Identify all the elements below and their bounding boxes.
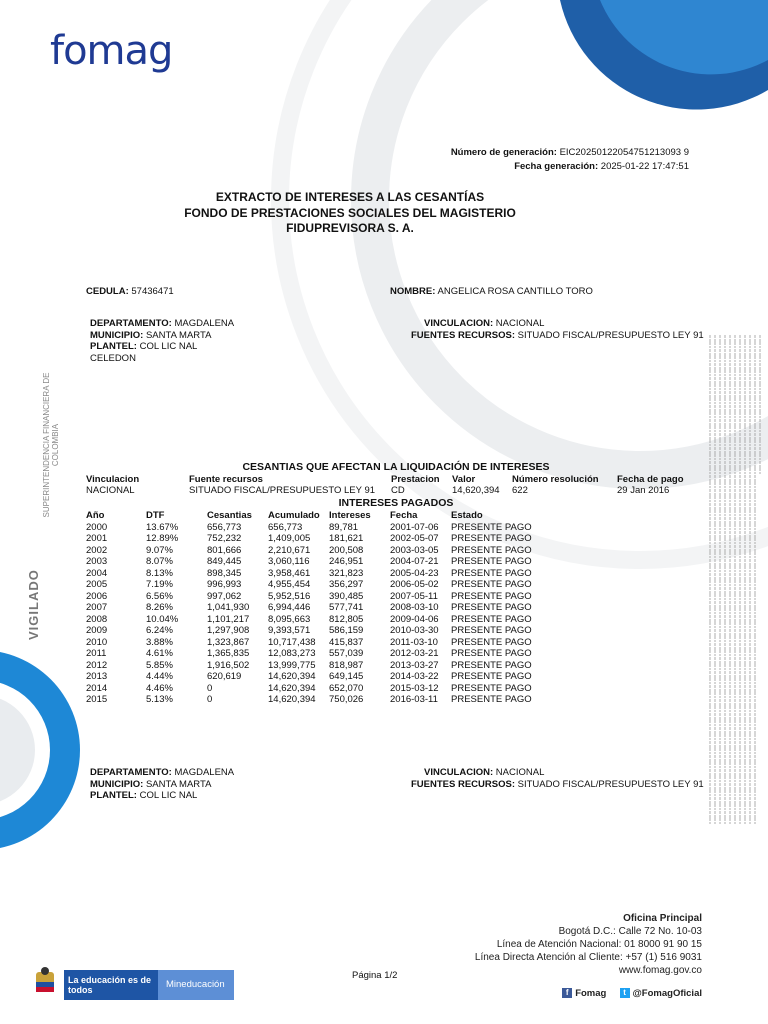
intereses-cell: 2009 <box>86 625 108 636</box>
intereses-cell: 4.61% <box>146 648 173 659</box>
intereses-cell: PRESENTE PAGO <box>451 659 532 671</box>
intereses-cell: PRESENTE PAGO <box>451 648 532 659</box>
intereses-cell: 5.85% <box>146 659 173 671</box>
intereses-cell: 8.07% <box>146 556 173 567</box>
intereses-cell: 557,039 <box>329 648 364 659</box>
numero-generacion-label: Número de generación: <box>450 147 557 158</box>
intereses-cell: 200,508 <box>329 544 364 556</box>
cedula-value: 57436471 <box>131 286 174 297</box>
intereses-cell: 620,619 <box>207 671 242 682</box>
intereses-cell: 0 <box>207 694 213 705</box>
superintendencia-mark: SUPERINTENDENCIA FINANCIERA DE COLOMBIA <box>42 372 60 518</box>
intereses-row <box>86 556 532 568</box>
departamento-label: DEPARTAMENTO: <box>90 767 172 778</box>
intereses-cell: 390,485 <box>329 590 364 602</box>
intereses-cell: 2015-03-12 <box>390 682 439 694</box>
intereses-cell: 996,993 <box>207 579 242 590</box>
intereses-cell: 652,070 <box>329 682 364 694</box>
plantel-value: COL LIC NAL <box>139 790 198 801</box>
facebook-link[interactable]: Fomag <box>575 988 607 999</box>
intereses-cell: 3.88% <box>146 636 173 648</box>
intereses-cell: PRESENTE PAGO <box>451 694 532 705</box>
intereses-cell: 2013 <box>86 671 108 682</box>
intereses-row <box>86 671 532 683</box>
cedula-label: CEDULA: <box>86 286 129 297</box>
oficina-direccion: Bogotá D.C.: Calle 72 No. 10-03 <box>558 926 702 937</box>
intereses-cell: 2010 <box>86 636 108 648</box>
intereses-cell: 2002-05-07 <box>390 533 439 544</box>
vinculacion-value: NACIONAL <box>495 318 545 329</box>
intereses-cell: 9,393,571 <box>268 625 311 636</box>
col-dtf: DTF <box>146 510 165 521</box>
info-block-2-right-fuentes <box>411 779 704 791</box>
col-fecha-pago: Fecha de pago <box>617 474 684 485</box>
info-block-1-right-fuentes <box>411 330 704 342</box>
cesantias-header-row <box>86 474 684 485</box>
intereses-body <box>86 522 532 706</box>
cesantias-table <box>86 474 684 496</box>
intereses-cell: PRESENTE PAGO <box>451 556 532 567</box>
municipio-label: MUNICIPIO: <box>90 329 144 341</box>
generation-info <box>451 146 689 174</box>
social-links <box>562 988 702 999</box>
cell: CD <box>391 485 405 496</box>
intereses-cell: 2009-04-06 <box>390 613 439 625</box>
intereses-cell: 6.56% <box>146 590 173 602</box>
intereses-cell: 2014 <box>86 682 108 694</box>
intereses-cell: 4.46% <box>146 682 173 694</box>
intereses-cell: PRESENTE PAGO <box>451 682 532 694</box>
intereses-cell: 14,620,394 <box>268 682 316 694</box>
intereses-cell: 2006 <box>86 590 108 602</box>
info-block-2-left <box>90 767 234 802</box>
col-vinculacion: Vinculacion <box>86 474 140 485</box>
intereses-cell: 8,095,663 <box>268 613 311 625</box>
intereses-cell: 2005-04-23 <box>390 567 439 579</box>
cell: SITUADO FISCAL/PRESUPUESTO LEY 91 <box>189 485 376 496</box>
intereses-cell: 12,083,273 <box>268 648 316 659</box>
intereses-cell: PRESENTE PAGO <box>451 533 532 544</box>
col-acumulado: Acumulado <box>268 510 320 521</box>
intereses-cell: 1,916,502 <box>207 659 250 671</box>
intereses-cell: 14,620,394 <box>268 694 316 705</box>
intereses-cell: 2016-03-11 <box>390 694 438 705</box>
intereses-cell: 13.67% <box>146 521 179 533</box>
footer-office <box>475 912 702 977</box>
intereses-cell: 656,773 <box>207 521 242 533</box>
fecha-generacion-value: 2025-01-22 17:47:51 <box>600 161 689 172</box>
col-estado: Estado <box>451 510 483 521</box>
intereses-cell: 2005 <box>86 579 108 590</box>
intereses-row <box>86 579 532 591</box>
intereses-cell: 7.19% <box>146 579 173 590</box>
intereses-cell: 656,773 <box>268 521 303 533</box>
intereses-cell: PRESENTE PAGO <box>451 636 532 648</box>
facebook-icon: f <box>562 988 572 998</box>
intereses-cell: 2013-03-27 <box>390 659 439 671</box>
intereses-cell: 2008 <box>86 613 108 625</box>
intereses-cell: 89,781 <box>329 521 359 533</box>
intereses-cell: 2015 <box>86 694 108 705</box>
cedula-field <box>86 286 174 298</box>
vinculacion-label: VINCULACION: <box>424 318 494 329</box>
intereses-cell: 10,717,438 <box>268 636 316 648</box>
intereses-cell: PRESENTE PAGO <box>451 567 532 579</box>
fomag-logo: fomag <box>50 28 173 74</box>
intereses-cell: 2003-03-05 <box>390 544 439 556</box>
plantel-label: PLANTEL: <box>90 790 137 801</box>
page-number: Página 1/2 <box>352 970 398 981</box>
twitter-link[interactable]: @FomagOficial <box>632 988 702 999</box>
intereses-cell: 812,805 <box>329 613 364 625</box>
nombre-field <box>390 286 593 298</box>
intereses-cell: 586,159 <box>329 625 364 636</box>
intereses-cell: 1,323,867 <box>207 636 250 648</box>
intereses-row <box>86 602 532 614</box>
twitter-icon: t <box>620 988 630 998</box>
nombre-label: NOMBRE: <box>390 286 436 297</box>
intereses-cell: 2001-07-06 <box>390 521 439 533</box>
plantel-label: PLANTEL: <box>90 341 137 352</box>
colombia-seal-icon <box>30 966 60 1000</box>
col-resolucion: Número resolución <box>512 474 599 485</box>
linea-nacional: Línea de Atención Nacional: 01 8000 91 90 15 <box>496 939 702 950</box>
intereses-cell: 752,232 <box>207 533 242 544</box>
intereses-cell: 2007 <box>86 602 108 613</box>
intereses-cell: 818,987 <box>329 659 364 671</box>
intereses-cell: 5,952,516 <box>268 590 311 602</box>
intereses-cell: 2011 <box>86 648 107 659</box>
intereses-title: INTERESES PAGADOS <box>338 497 454 509</box>
web-link[interactable]: www.fomag.gov.co <box>618 965 702 976</box>
intereses-cell: 3,060,116 <box>268 556 310 567</box>
intereses-cell: 2007-05-11 <box>390 590 438 602</box>
intereses-cell: PRESENTE PAGO <box>451 579 532 590</box>
intereses-cell: PRESENTE PAGO <box>451 590 532 602</box>
intereses-row <box>86 568 532 580</box>
info-block-1-left <box>90 318 234 364</box>
intereses-cell: PRESENTE PAGO <box>451 625 532 636</box>
cell: 622 <box>512 485 528 496</box>
intereses-cell: 2003 <box>86 556 108 567</box>
intereses-row <box>86 694 532 706</box>
col-ano: Año <box>86 510 105 521</box>
intereses-cell: 849,445 <box>207 556 242 567</box>
intereses-cell: 246,951 <box>329 556 364 567</box>
col-valor: Valor <box>452 474 476 485</box>
cell: NACIONAL <box>86 485 135 496</box>
intereses-cell: PRESENTE PAGO <box>451 521 532 533</box>
mineducacion-logo <box>30 966 225 1005</box>
vinculacion-label: VINCULACION: <box>424 767 494 778</box>
intereses-row <box>86 683 532 695</box>
intereses-cell: 1,365,835 <box>207 648 250 659</box>
col-prestacion: Prestacion <box>391 474 440 485</box>
intereses-cell: 3,958,461 <box>268 567 311 579</box>
fine-print-decoration <box>706 335 766 825</box>
intereses-cell: 2012-03-21 <box>390 648 439 659</box>
intereses-cell: 577,741 <box>329 602 364 613</box>
fecha-generacion-label: Fecha generación: <box>514 161 599 172</box>
intereses-cell: 997,062 <box>207 590 242 602</box>
intereses-row <box>86 625 532 637</box>
intereses-cell: 6,994,446 <box>268 602 311 613</box>
intereses-cell: 321,823 <box>329 567 364 579</box>
fuentes-label: FUENTES RECURSOS: <box>411 330 515 341</box>
numero-generacion-value: EIC20250122054751213093 9 <box>559 147 689 158</box>
intereses-cell: 5.13% <box>146 694 173 705</box>
intereses-cell: 2004 <box>86 567 108 579</box>
departamento-value: MAGDALENA <box>174 767 235 778</box>
intereses-cell: 1,041,930 <box>207 602 250 613</box>
intereses-table <box>86 510 532 706</box>
intereses-cell: 2000 <box>86 521 108 533</box>
intereses-cell: 2011-03-10 <box>390 636 438 648</box>
intereses-cell: 2008-03-10 <box>390 602 439 613</box>
municipio-value: SANTA MARTA <box>145 329 212 341</box>
departamento-label: DEPARTAMENTO: <box>90 318 172 329</box>
nombre-value: ANGELICA ROSA CANTILLO TORO <box>437 286 593 297</box>
intereses-cell: 13,999,775 <box>268 659 316 671</box>
intereses-row <box>86 660 532 672</box>
intereses-row <box>86 533 532 545</box>
intereses-row <box>86 591 532 603</box>
intereses-cell: 4.44% <box>146 671 173 682</box>
intereses-cell: 0 <box>207 682 213 694</box>
cesantias-title: CESANTIAS QUE AFECTAN LA LIQUIDACIÓN DE INTERESES <box>242 461 550 473</box>
col-fuente: Fuente recursos <box>189 474 263 485</box>
document-title <box>0 190 700 237</box>
intereses-row <box>86 648 532 660</box>
cesantias-row <box>86 485 684 496</box>
intereses-cell: 2006-05-02 <box>390 579 439 590</box>
intereses-cell: 8.13% <box>146 567 173 579</box>
mined-left-block: La educación es de todos <box>64 970 158 1000</box>
intereses-cell: 2001 <box>86 533 108 544</box>
plantel-line-2: CELEDON <box>90 352 136 364</box>
intereses-cell: 10.04% <box>146 613 179 625</box>
intereses-cell: 4,955,454 <box>268 579 311 590</box>
fuentes-value: SITUADO FISCAL/PRESUPUESTO LEY 91 <box>517 779 704 790</box>
col-intereses: Intereses <box>329 510 371 521</box>
departamento-value: MAGDALENA <box>174 318 235 329</box>
cell: 14,620,394 <box>452 485 500 496</box>
intereses-cell: 2,210,671 <box>268 544 311 556</box>
intereses-cell: 1,297,908 <box>207 625 250 636</box>
fuentes-value: SITUADO FISCAL/PRESUPUESTO LEY 91 <box>517 330 704 341</box>
intereses-cell: 2014-03-22 <box>390 671 439 682</box>
info-block-1-right-vinc <box>424 318 544 330</box>
intereses-cell: PRESENTE PAGO <box>451 671 532 682</box>
intereses-cell: 356,297 <box>329 579 364 590</box>
title-line-3: FIDUPREVISORA S. A. <box>286 221 414 235</box>
intereses-row <box>86 614 532 626</box>
info-block-2-right-vinc <box>424 767 544 779</box>
intereses-cell: 750,026 <box>329 694 364 705</box>
col-cesantias: Cesantias <box>207 510 252 521</box>
intereses-cell: 8.26% <box>146 602 173 613</box>
intereses-header-row <box>86 510 532 522</box>
intereses-cell: 898,345 <box>207 567 242 579</box>
cell: 29 Jan 2016 <box>617 485 670 496</box>
intereses-cell: 12.89% <box>146 533 179 544</box>
intereses-row <box>86 522 532 534</box>
mined-right-block: Mineducación <box>158 970 234 1000</box>
municipio-label: MUNICIPIO: <box>90 778 144 790</box>
fuentes-label: FUENTES RECURSOS: <box>411 779 515 790</box>
intereses-cell: PRESENTE PAGO <box>451 613 532 625</box>
vigilado-mark: VIGILADO <box>26 569 41 640</box>
intereses-row <box>86 637 532 649</box>
intereses-cell: 1,101,217 <box>207 613 250 625</box>
intereses-row <box>86 545 532 557</box>
intereses-cell: 2002 <box>86 544 108 556</box>
intereses-cell: 415,837 <box>329 636 364 648</box>
intereses-cell: 9.07% <box>146 544 173 556</box>
vinculacion-value: NACIONAL <box>495 767 545 778</box>
title-line-2: FONDO DE PRESTACIONES SOCIALES DEL MAGISTERIO <box>184 205 516 220</box>
intereses-cell: 2012 <box>86 659 108 671</box>
oficina-title: Oficina Principal <box>623 913 702 924</box>
municipio-value: SANTA MARTA <box>145 778 212 790</box>
plantel-value: COL LIC NAL <box>139 341 198 352</box>
intereses-cell: PRESENTE PAGO <box>451 602 532 613</box>
col-fecha: Fecha <box>390 510 418 521</box>
intereses-cell: 181,621 <box>329 533 364 544</box>
intereses-cell: 801,666 <box>207 544 242 556</box>
intereses-cell: 2004-07-21 <box>390 556 439 567</box>
intereses-cell: 6.24% <box>146 625 173 636</box>
intereses-cell: 649,145 <box>329 671 364 682</box>
intereses-cell: 14,620,394 <box>268 671 316 682</box>
linea-directa: Línea Directa Atención al Cliente: +57 (1) 516 9031 <box>474 952 702 963</box>
intereses-cell: 1,409,005 <box>268 533 311 544</box>
intereses-cell: 2010-03-30 <box>390 625 439 636</box>
intereses-cell: PRESENTE PAGO <box>451 544 532 556</box>
title-line-1: EXTRACTO DE INTERESES A LAS CESANTÍAS <box>215 190 485 204</box>
